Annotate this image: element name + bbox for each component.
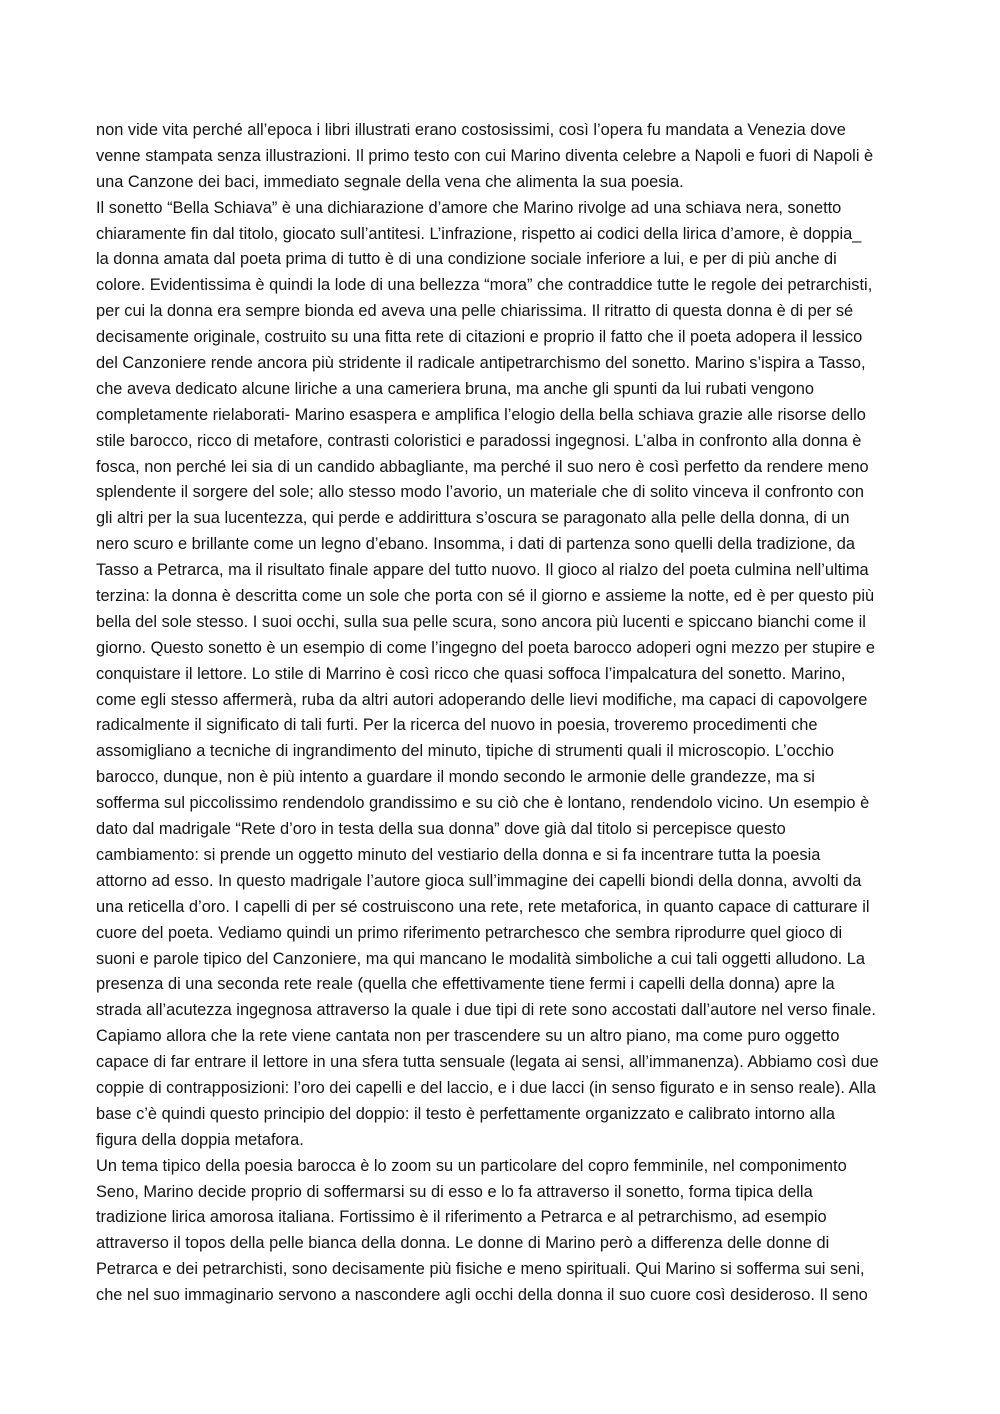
text-line: che aveva dedicato alcune liriche a una cameriera bruna, ma anche gli spunti da lui rubati vengono — [96, 379, 814, 398]
text-line: come egli stesso affermerà, ruba da altri autori adoperando delle lievi modifiche, ma capaci di capovolgere — [96, 690, 868, 709]
text-line: attorno ad esso. In questo madrigale l’autore gioca sull’immagine dei capelli biondi della donna, avvolti da — [96, 871, 862, 890]
text-line: chiaramente fin dal titolo, giocato sull’antitesi. L’infrazione, rispetto ai codici della lirica d’amore, è doppia_ — [96, 224, 862, 243]
text-line: del Canzoniere rende ancora più stridente il radicale antipetrarchismo del sonetto. Marino s’ispira a Tasso, — [96, 354, 866, 373]
text-line: gli altri per la sua lucentezza, qui perde e addirittura s’oscura se paragonato alla pelle della donna, di un — [96, 509, 850, 528]
text-line: nero scuro e brillante come un legno d’ebano. Insomma, i dati di partenza sono quelli della tradizione, da — [96, 535, 855, 554]
text-line: suoni e parole tipico del Canzoniere, ma qui mancano le modalità simboliche a cui tali oggetti alludono. La — [96, 949, 865, 968]
text-line: bella del sole stesso. I suoi occhi, sulla sua pelle scura, sono ancora più lucenti e spiccano bianchi come il — [96, 612, 866, 631]
text-line: Il sonetto “Bella Schiava” è una dichiarazione d’amore che Marino rivolge ad una schiava nera, sonetto — [96, 198, 842, 217]
text-line: capace di far entrare il lettore in una sfera tutta sensuale (legata ai sensi, all’immanenza). Abbiamo così due — [96, 1053, 879, 1072]
text-line: figura della doppia metafora. — [96, 1130, 304, 1149]
text-line: assomigliano a tecniche di ingrandimento del minuto, tipiche di strumenti quali il microscopio. L’occhio — [96, 742, 834, 761]
text-line: che nel suo immaginario servono a nascondere agli occhi della donna il suo cuore così desideroso. Il seno — [96, 1286, 868, 1305]
text-line: dato dal madrigale “Rete d’oro in testa della sua donna” dove già dal titolo si percepisce questo — [96, 820, 786, 839]
text-line: base c’è quindi questo principio del doppio: il testo è perfettamente organizzato e calibrato intorno alla — [96, 1104, 835, 1123]
body-text — [96, 118, 908, 1309]
text-line: Tasso a Petrarca, ma il risultato finale appare del tutto nuovo. Il gioco al rialzo del poeta culmina nell’ultima — [96, 561, 869, 580]
text-line: conquistare il lettore. Lo stile di Marrino è così ricco che quasi soffoca l’impalcatura del sonetto. Marino, — [96, 664, 846, 683]
text-line: una Canzone dei baci, immediato segnale della vena che alimenta la sua poesia. — [96, 172, 684, 191]
text-line: strada all’acutezza ingegnosa attraverso la quale i due tipi di rete sono accostati dall’autore nel verso finale. — [96, 1001, 876, 1020]
text-line: barocco, dunque, non è più intento a guardare il mondo secondo le armonie delle grandezze, ma si — [96, 768, 815, 787]
text-line: attraverso il topos della pelle bianca della donna. Le donne di Marino però a differenza delle donne di — [96, 1234, 830, 1253]
text-line: sofferma sul piccolissimo rendendolo grandissimo e su ciò che è lontano, rendendolo vicino. Un esempio è — [96, 794, 870, 813]
text-line: radicalmente il significato di tali furti. Per la ricerca del nuovo in poesia, troveremo procedimenti che — [96, 716, 818, 735]
text-line: fosca, non perché lei sia di un candido abbagliante, ma perché il suo nero è così perfetto da rendere meno — [96, 457, 869, 476]
text-line: non vide vita perché all’epoca i libri illustrati erano costosissimi, così l’opera fu mandata a Venezia dove — [96, 121, 846, 139]
text-line: colore. Evidentissima è quindi la lode di una bellezza “mora” che contraddice tutte le regole dei petrarchisti, — [96, 276, 873, 295]
text-line: decisamente originale, costruito su una fitta rete di citazioni e proprio il fatto che il poeta adopera il lessico — [96, 328, 863, 347]
text-line: coppie di contrapposizioni: l’oro dei capelli e del laccio, e i due lacci (in senso figurato e in senso reale). Alla — [96, 1078, 876, 1097]
text-line: Petrarca e dei petrarchisti, sono decisamente più fisiche e meno spirituali. Qui Marino si sofferma sui seni, — [96, 1260, 865, 1279]
text-line: Capiamo allora che la rete viene cantata non per trascendere su un altro piano, ma come puro oggetto — [96, 1027, 840, 1046]
text-line: terzina: la donna è descritta come un sole che porta con sé il giorno e assieme la notte, ed è per questo più — [96, 587, 875, 606]
text-line: presenza di una seconda rete reale (quella che effettivamente tiene fermi i capelli della donna) apre la — [96, 975, 835, 994]
text-line: cuore del poeta. Vediamo quindi un primo riferimento petrarchesco che sembra riprodurre quel gioco di — [96, 923, 843, 942]
text-line: la donna amata dal poeta prima di tutto è di una condizione sociale inferiore a lui, e per di più anche di — [96, 250, 837, 269]
text-line: splendente il sorgere del sole; allo stesso modo l’avorio, un materiale che di solito vinceva il confronto con — [96, 483, 865, 502]
text-line: tradizione lirica amorosa italiana. Fortissimo è il riferimento a Petrarca e al petrarchismo, ad esempio — [96, 1208, 827, 1227]
text-line: completamente rielaborati- Marino esaspera e amplifica l’elogio della bella schiava grazie alle risorse dello — [96, 405, 866, 424]
text-line: stile barocco, ricco di metafore, contrasti coloristici e paradossi ingegnosi. L’alba in confronto alla donna è — [96, 431, 862, 450]
text-line: una reticella d’oro. I capelli di per sé costruiscono una rete, rete metaforica, in quanto capace di catturare il — [96, 897, 870, 916]
text-line: Seno, Marino decide proprio di soffermarsi su di esso e lo fa attraverso il sonetto, forma tipica della — [96, 1182, 813, 1201]
text-line: cambiamento: si prende un oggetto minuto del vestiario della donna e si fa incentrare tutta la poesia — [96, 845, 821, 864]
text-line: venne stampata senza illustrazioni. Il primo testo con cui Marino diventa celebre a Napoli e fuori di Napoli è — [96, 146, 874, 165]
text-line: per cui la donna era sempre bionda ed aveva una pelle chiarissima. Il ritratto di questa donna è di per sé — [96, 302, 854, 321]
text-line: Un tema tipico della poesia barocca è lo zoom su un particolare del copro femminile, nel componimento — [96, 1156, 847, 1175]
text-line: giorno. Questo sonetto è un esempio di come l’ingegno del poeta barocco adoperi ogni mezzo per stupire e — [96, 638, 876, 657]
